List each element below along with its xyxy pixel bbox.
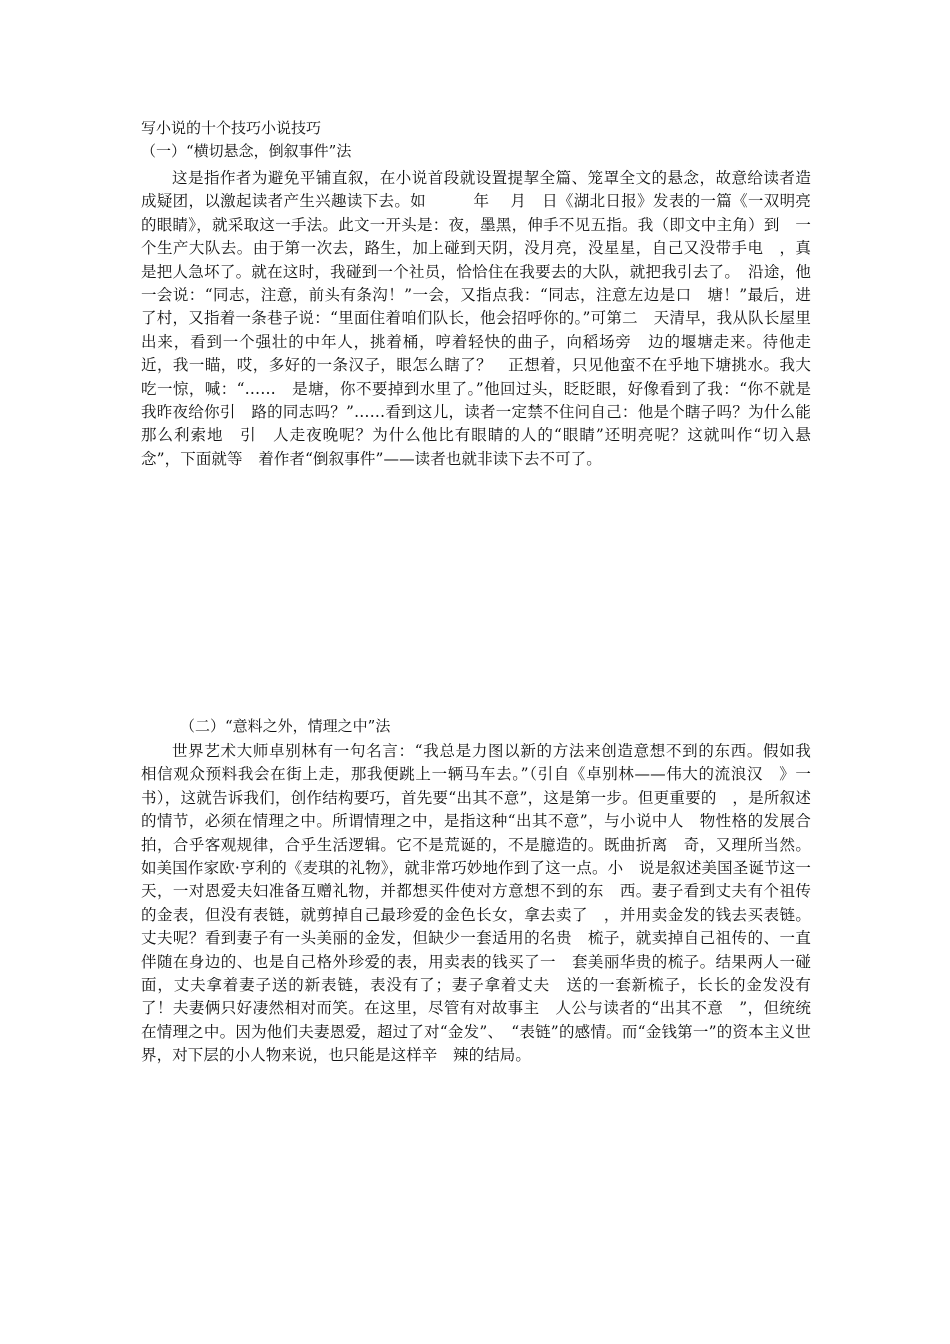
section-1-heading: （一）“横切悬念，倒叙事件”法: [141, 142, 352, 160]
section-2-body: 世界艺术大师卓别林有一句名言：“我总是力图以新的方法来创造意想不到的东西。假如我 相信观众预料我会在街上走，那我便跳上一辆马车去。”（引自《卓别林——伟大的流浪汉 》一书），这就告诉我们，创作结构要巧，首先要“出其不意”，这是第一步。但更重要的 ，是所叙述的情节，必须在情理之中。所谓情理之中，是指这种“出其不意”，与小说中人 物性格的发展合拍，合乎客观规律，合乎生活逻辑。它不是荒诞的，不是臆造的。既曲折离 奇，又理所当然。如美国作家欧·亨利的《麦琪的礼物》，就非常巧妙地作到了这一点。小 说是叙述美国圣诞节这一天，一对恩爱夫妇准备互赠礼物，并都想买件使对方意想不到的东 西。妻子看到丈夫有个祖传的金表，但没有表链，就剪掉自己最珍爱的金色长女，拿去卖了 ，并用卖金发的钱去买表链。丈夫呢？看到妻子有一头美丽的金发，但缺少一套适用的名贵 梳子，就卖掉自己祖传的、一直伴随在身边的、也是自己格外珍爱的表，用卖表的钱买了一 套美丽华贵的梳子。结果两人一碰面，丈夫拿着妻子送的新表链，表没有了；妻子拿着丈夫 送的一套新梳子，长长的金发没有了！夫妻俩只好凄然相对而笑。在这里，尽管有对故事主 人公与读者的“出其不意 ”，但统统在情理之中。因为他们夫妻恩爱，超过了对“金发”、 “表链”的感情。而“金钱第一”的资本主义世界，对下层的小人物来说，也只能是这样辛 辣的结局。: [141, 742, 827, 1065]
document-title: 写小说的十个技巧小说技巧: [141, 119, 322, 137]
section-1-body: 这是指作者为避免平铺直叙，在小说首段就设置提挈全篇、笼罩全文的悬念，故意给读者造 成疑团，以激起读者产生兴趣读下去。如 年 月 日《湖北日报》发表的一篇《一双明亮 的眼睛》，就采取这一手法。此文一开头是：夜，墨黑，伸手不见五指。我（即文中主角）到 一个生产大队去。由于第一次去，路生，加上碰到天阴，没月亮，没星星，自己又没带手电 ，真是把人急坏了。就在这时，我碰到一个社员，恰恰住在我要去的大队，就把我引去了。 沿途，他一会说：“同志，注意，前头有条沟！”一会，又指点我：“同志，注意左边是口 塘！”最后，进了村，又指着一条巷子说：“里面住着咱们队长，他会招呼你的。”可第二 天清早，我从队长屋里出来，看到一个强壮的中年人，挑着桶，哼着轻快的曲子，向稻场旁 边的堰塘走来。待他走近，我一瞄，哎，多好的一条汉子，眼怎么瞎了？ 正想着，只见他蛮不在乎地下塘挑水。我大吃一惊，喊：“…… 是塘，你不要掉到水里了。”他回过头，眨眨眼，好像看到了我：“你不就是我昨夜给你引 路的同志吗？”……看到这儿，读者一定禁不住问自己：他是个瞎子吗？为什么能那么利索地 引 人走夜晚呢？为什么他比有眼睛的人的“眼睛”还明亮呢？这就叫作“切入悬念”，下面就等 着作者“倒叙事件”——读者也就非读下去不可了。: [141, 169, 827, 468]
section-2-heading: （二）“意料之外，情理之中”法: [180, 717, 391, 735]
